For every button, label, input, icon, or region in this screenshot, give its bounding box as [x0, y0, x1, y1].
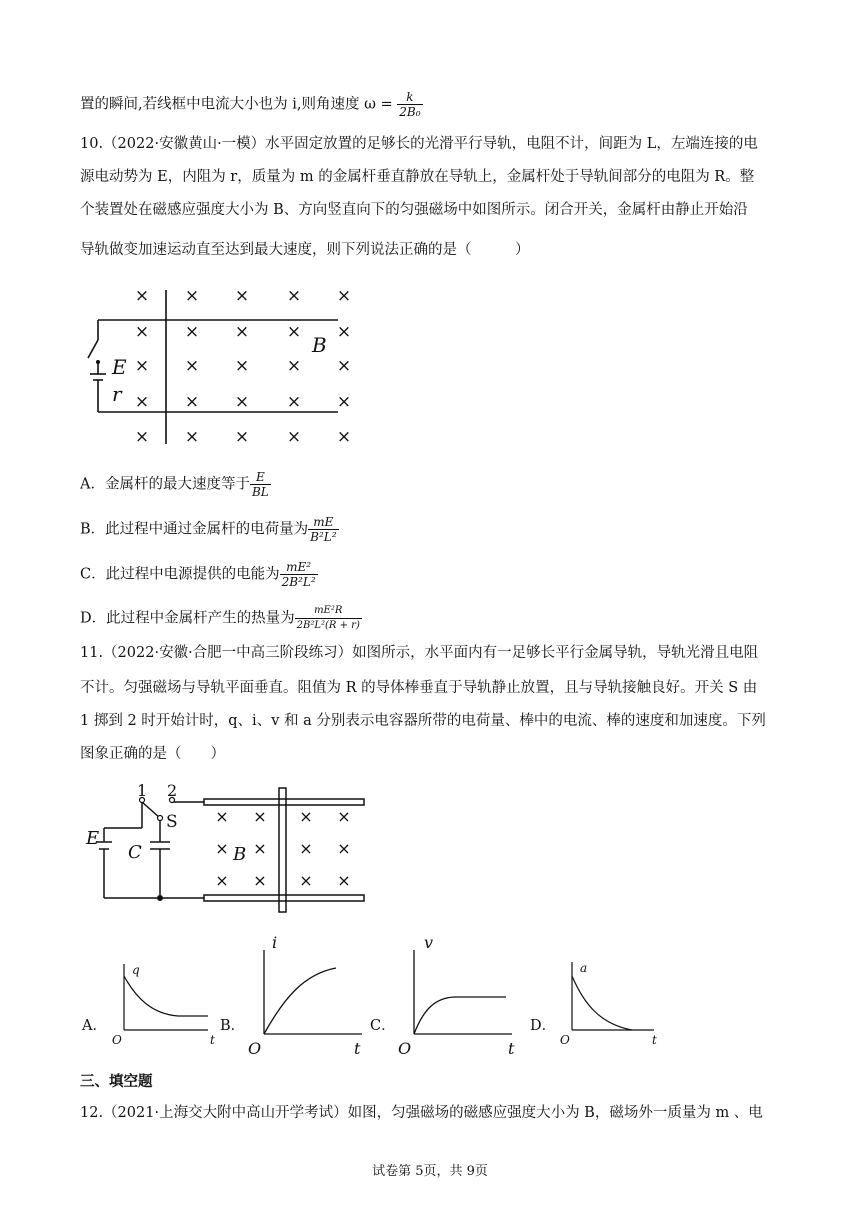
q10-circuit-diagram	[80, 282, 370, 452]
svg-text:×: ×	[184, 427, 200, 447]
fraction-numerator: E	[250, 470, 271, 485]
svg-text:×: ×	[234, 286, 250, 306]
svg-text:×: ×	[336, 322, 352, 342]
graph-c-option: C．	[370, 1018, 396, 1034]
svg-text:×: ×	[253, 839, 267, 858]
fraction-numerator: mE²	[280, 560, 318, 575]
svg-text:×: ×	[337, 871, 351, 890]
svg-text:×: ×	[286, 322, 302, 342]
graph-a-option: A．	[82, 1018, 107, 1034]
svg-text:×: ×	[253, 807, 267, 826]
terminal-1-label: 1	[137, 781, 148, 800]
svg-text:×: ×	[184, 286, 200, 306]
svg-text:×: ×	[299, 871, 313, 890]
svg-text:×: ×	[134, 392, 150, 412]
graph-c-origin: O	[398, 1039, 412, 1058]
fraction-denominator: 2B²L²	[281, 575, 316, 589]
q10-line-4: 导轨做变加速运动直至达到最大速度，则下列说法正确的是（ ）	[80, 242, 530, 258]
graph-c-yaxis: v	[424, 933, 434, 952]
svg-text:×: ×	[299, 839, 313, 858]
option-c-text: C．此过程中电源提供的电能为	[80, 566, 280, 583]
fraction-denominator: 2B₀	[399, 105, 421, 119]
option-b-fraction	[308, 515, 338, 544]
option-a-fraction	[250, 470, 271, 499]
fraction-denominator: BL	[251, 485, 269, 499]
fraction-numerator: k	[397, 90, 422, 105]
graph-a-xaxis: t	[210, 1033, 215, 1047]
field-label: B	[312, 333, 327, 357]
q9-tail-line	[80, 90, 423, 119]
svg-text:×: ×	[336, 356, 352, 376]
svg-text:×: ×	[215, 807, 229, 826]
svg-text:×: ×	[134, 322, 150, 342]
option-b-text: B．此过程中通过金属杆的电荷量为	[80, 521, 309, 538]
q10-line-1: 10.（2022·安徽黄山·一模）水平固定放置的足够长的光滑平行导轨，电阻不计，间距为 L，左端连接的电	[80, 136, 758, 152]
q11-line-1: 11.（2022·安徽·合肥一中高三阶段练习）如图所示，水平面内有一足够长平行金属导轨，导轨光滑且电阻	[80, 645, 759, 661]
svg-text:×: ×	[286, 286, 302, 306]
q10-option-d	[80, 604, 362, 633]
cross-marks	[135, 286, 351, 447]
option-a-text: A．金属杆的最大速度等于	[80, 476, 250, 493]
svg-text:×: ×	[234, 427, 250, 447]
graph-d-option: D．	[530, 1018, 557, 1034]
svg-text:×: ×	[336, 427, 352, 447]
svg-text:×: ×	[184, 356, 200, 376]
omega-fraction	[397, 90, 422, 119]
graph-b-origin: O	[248, 1039, 262, 1058]
switch-label: S	[166, 812, 178, 832]
graph-a	[108, 958, 218, 1048]
fraction-denominator: 2B²L²(R + r)	[296, 620, 360, 631]
graph-b-xaxis: t	[354, 1039, 361, 1058]
graph-d	[556, 956, 666, 1048]
capacitor-label: C	[128, 842, 142, 863]
option-d-text: D．此过程中金属杆产生的热量为	[80, 610, 295, 627]
graph-a-yaxis: q	[132, 963, 140, 977]
fraction-numerator: mE	[308, 515, 338, 530]
svg-text:×: ×	[134, 356, 150, 376]
svg-text:×: ×	[184, 322, 200, 342]
fraction-denominator: B²L²	[310, 530, 337, 544]
q10-option-b	[80, 515, 339, 544]
q10-line-3: 个装置处在磁感应强度大小为 B、方向竖直向下的匀强磁场中如图所示。闭合开关，金属杆由静止开始沿	[80, 202, 748, 218]
q10-line-2: 源电动势为 E，内阻为 r，质量为 m 的金属杆垂直静放在导轨上，金属杆处于导轨间部分的电阻为 R。整	[80, 169, 755, 185]
svg-text:×: ×	[253, 871, 267, 890]
svg-text:×: ×	[234, 392, 250, 412]
q11-line-3: 1 掷到 2 时开始计时，q、i、v 和 a 分别表示电容器所带的电荷量、棒中的电流、棒的速度和加速度。下列	[80, 713, 766, 729]
terminal-2-label: 2	[167, 781, 178, 800]
svg-text:×: ×	[286, 427, 302, 447]
option-c-fraction	[280, 560, 318, 589]
graph-d-yaxis: a	[580, 961, 588, 975]
svg-text:×: ×	[184, 392, 200, 412]
graph-d-origin: O	[560, 1033, 570, 1047]
internal-resistance-label: r	[112, 382, 122, 406]
page-footer: 试卷第 5页，共 9页	[372, 1164, 488, 1179]
graph-d-xaxis: t	[652, 1033, 657, 1047]
section-heading: 三、填空题	[80, 1074, 153, 1090]
graph-c	[394, 928, 524, 1058]
q10-option-a	[80, 470, 271, 499]
q11-circuit-diagram	[80, 778, 375, 918]
q9-tail-text: 置的瞬间,若线框中电流大小也为 i,则角速度 ω =	[80, 96, 393, 113]
graph-a-origin: O	[112, 1033, 122, 1047]
svg-text:×: ×	[234, 322, 250, 342]
field-label: B	[233, 844, 247, 865]
graph-c-xaxis: t	[508, 1039, 515, 1058]
svg-text:×: ×	[299, 807, 313, 826]
q10-option-c	[80, 560, 318, 589]
svg-text:×: ×	[215, 871, 229, 890]
graph-b-yaxis: i	[272, 933, 278, 952]
q11-line-4: 图象正确的是（ ）	[80, 746, 225, 762]
svg-text:×: ×	[286, 392, 302, 412]
option-d-fraction	[295, 604, 362, 633]
svg-text:×: ×	[336, 392, 352, 412]
svg-text:×: ×	[337, 839, 351, 858]
svg-text:×: ×	[134, 286, 150, 306]
svg-text:×: ×	[337, 807, 351, 826]
svg-text:×: ×	[234, 356, 250, 376]
svg-text:×: ×	[134, 427, 150, 447]
emf-label: E	[86, 828, 100, 849]
svg-text:×: ×	[336, 286, 352, 306]
q11-line-2: 不计。匀强磁场与导轨平面垂直。阻值为 R 的导体棒垂直于导轨静止放置，且与导轨接触良好。开关 S 由	[80, 680, 758, 696]
svg-text:×: ×	[286, 356, 302, 376]
graph-b-option: B．	[220, 1018, 246, 1034]
emf-label: E	[112, 355, 127, 379]
fraction-numerator: mE²R	[295, 604, 362, 619]
graph-b	[244, 928, 374, 1058]
q12-line-1: 12.（2021·上海交大附中高山开学考试）如图，匀强磁场的磁感应强度大小为 B，磁场外一质量为 m 、电	[80, 1105, 763, 1121]
svg-text:×: ×	[215, 839, 229, 858]
